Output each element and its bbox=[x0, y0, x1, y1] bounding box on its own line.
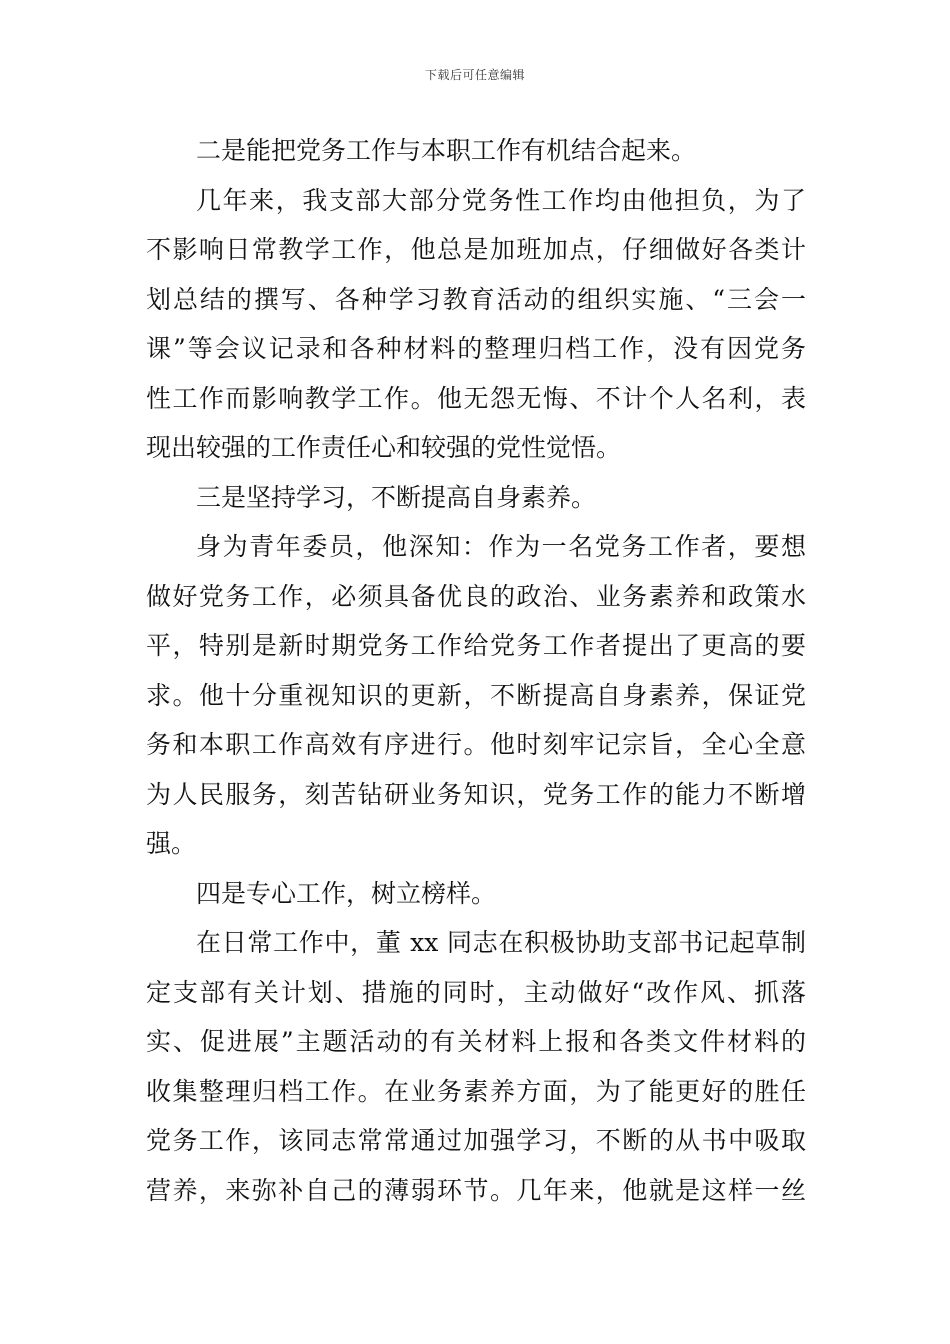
text-line: 几年来，我支部大部分党务性工作均由他担负，为了 bbox=[196, 185, 806, 215]
text-line: 实、促进展”主题活动的有关材料上报和各类文件材料的 bbox=[146, 1027, 806, 1056]
text-line: 党务工作，该同志常常通过加强学习，不断的从书中吸取 bbox=[146, 1126, 806, 1155]
body-text bbox=[146, 126, 806, 1215]
text-line: 定支部有关计划、措施的同时，主动做好“改作风、抓落 bbox=[146, 977, 806, 1007]
page-header: 下载后可任意编辑 bbox=[424, 68, 525, 82]
text-line: 二是能把党务工作与本职工作有机结合起来。 bbox=[196, 136, 697, 165]
text-line: 强。 bbox=[146, 829, 197, 858]
text-line: 三是坚持学习，不断提高自身素养。 bbox=[196, 482, 597, 512]
text-line: 在日常工作中，董 xx 同志在积极协助支部书记起草制 bbox=[196, 928, 806, 957]
text-line: 营养，来弥补自己的薄弱环节。几年来，他就是这样一丝 bbox=[146, 1175, 806, 1205]
text-line: 为人民服务，刻苦钻研业务知识，党务工作的能力不断增 bbox=[146, 779, 806, 809]
text-line: 务和本职工作高效有序进行。他时刻牢记宗旨，全心全意 bbox=[146, 730, 806, 759]
text-line: 不影响日常教学工作，他总是加班加点，仔细做好各类计 bbox=[146, 235, 806, 264]
text-line: 四是专心工作，树立榜样。 bbox=[196, 878, 497, 908]
text-line: 做好党务工作，必须具备优良的政治、业务素养和政策水 bbox=[146, 581, 806, 611]
text-line: 收集整理归档工作。在业务素养方面，为了能更好的胜任 bbox=[146, 1076, 806, 1106]
text-line: 性工作而影响教学工作。他无怨无悔、不计个人名利，表 bbox=[146, 383, 806, 413]
text-line: 课”等会议记录和各种材料的整理归档工作，没有因党务 bbox=[146, 334, 806, 363]
text-line: 平，特别是新时期党务工作给党务工作者提出了更高的要 bbox=[146, 631, 806, 660]
text-line: 求。他十分重视知识的更新，不断提高自身素养，保证党 bbox=[146, 680, 806, 710]
text-line: 现出较强的工作责任心和较强的党性觉悟。 bbox=[146, 433, 622, 462]
text-line: 身为青年委员，他深知：作为一名党务工作者，要想 bbox=[196, 532, 806, 561]
text-line: 划总结的撰写、各种学习教育活动的组织实施、“三会一 bbox=[146, 284, 806, 314]
